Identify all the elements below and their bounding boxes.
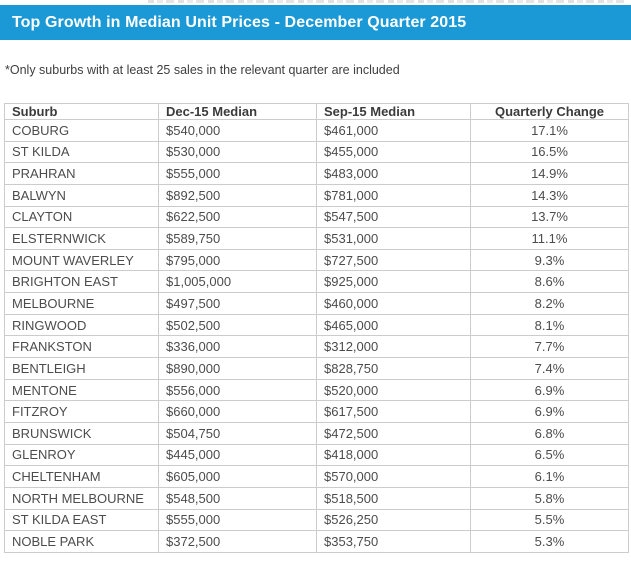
column-header-dec15-median: Dec-15 Median: [159, 104, 317, 120]
dec15-median-cell: $622,500: [159, 206, 317, 228]
suburb-cell: CHELTENHAM: [5, 466, 159, 488]
sep15-median-cell: $520,000: [317, 379, 471, 401]
clipped-text-artifact: [148, 0, 626, 3]
suburb-cell: NOBLE PARK: [5, 531, 159, 553]
table-row: [5, 358, 629, 380]
dec15-median-cell: $660,000: [159, 401, 317, 423]
median-prices-table: [4, 103, 629, 553]
dec15-median-cell: $556,000: [159, 379, 317, 401]
footnote: *Only suburbs with at least 25 sales in the relevant quarter are included: [5, 63, 400, 77]
column-header-sep15-median: Sep-15 Median: [317, 104, 471, 120]
table-row: [5, 249, 629, 271]
quarterly-change-cell: 6.1%: [471, 466, 629, 488]
quarterly-change-cell: 5.5%: [471, 509, 629, 531]
quarterly-change-cell: 14.3%: [471, 184, 629, 206]
quarterly-change-cell: 6.9%: [471, 401, 629, 423]
quarterly-change-cell: 8.6%: [471, 271, 629, 293]
dec15-median-cell: $795,000: [159, 249, 317, 271]
column-header-quarterly-change: Quarterly Change: [471, 104, 629, 120]
sep15-median-cell: $727,500: [317, 249, 471, 271]
sep15-median-cell: $617,500: [317, 401, 471, 423]
dec15-median-cell: $540,000: [159, 120, 317, 142]
dec15-median-cell: $502,500: [159, 314, 317, 336]
suburb-cell: ELSTERNWICK: [5, 228, 159, 250]
dec15-median-cell: $555,000: [159, 509, 317, 531]
sep15-median-cell: $418,000: [317, 444, 471, 466]
quarterly-change-cell: 5.3%: [471, 531, 629, 553]
dec15-median-cell: $890,000: [159, 358, 317, 380]
suburb-cell: BRIGHTON EAST: [5, 271, 159, 293]
suburb-cell: MOUNT WAVERLEY: [5, 249, 159, 271]
table-row: [5, 401, 629, 423]
sep15-median-cell: $461,000: [317, 120, 471, 142]
quarterly-change-cell: 9.3%: [471, 249, 629, 271]
quarterly-change-cell: 5.8%: [471, 487, 629, 509]
dec15-median-cell: $589,750: [159, 228, 317, 250]
suburb-cell: NORTH MELBOURNE: [5, 487, 159, 509]
page-title: Top Growth in Median Unit Prices - December Quarter 2015: [12, 14, 467, 31]
quarterly-change-cell: 11.1%: [471, 228, 629, 250]
suburb-cell: CLAYTON: [5, 206, 159, 228]
table-row: [5, 206, 629, 228]
suburb-cell: BALWYN: [5, 184, 159, 206]
column-header-suburb: Suburb: [5, 104, 159, 120]
table-row: [5, 487, 629, 509]
dec15-median-cell: $372,500: [159, 531, 317, 553]
quarterly-change-cell: 6.9%: [471, 379, 629, 401]
quarterly-change-cell: 8.1%: [471, 314, 629, 336]
table-row: [5, 120, 629, 142]
dec15-median-cell: $336,000: [159, 336, 317, 358]
sep15-median-cell: $828,750: [317, 358, 471, 380]
suburb-cell: PRAHRAN: [5, 163, 159, 185]
table-row: [5, 466, 629, 488]
quarterly-change-cell: 6.8%: [471, 422, 629, 444]
sep15-median-cell: $460,000: [317, 293, 471, 315]
sep15-median-cell: $781,000: [317, 184, 471, 206]
dec15-median-cell: $892,500: [159, 184, 317, 206]
sep15-median-cell: $483,000: [317, 163, 471, 185]
suburb-cell: GLENROY: [5, 444, 159, 466]
dec15-median-cell: $605,000: [159, 466, 317, 488]
quarterly-change-cell: 17.1%: [471, 120, 629, 142]
dec15-median-cell: $530,000: [159, 141, 317, 163]
table-row: [5, 141, 629, 163]
table-header-row: [5, 104, 629, 120]
table-row: [5, 271, 629, 293]
quarterly-change-cell: 6.5%: [471, 444, 629, 466]
table-row: [5, 422, 629, 444]
suburb-cell: COBURG: [5, 120, 159, 142]
sep15-median-cell: $518,500: [317, 487, 471, 509]
title-bar: [0, 5, 631, 40]
quarterly-change-cell: 16.5%: [471, 141, 629, 163]
sep15-median-cell: $455,000: [317, 141, 471, 163]
table-header: [5, 104, 629, 120]
suburb-cell: FRANKSTON: [5, 336, 159, 358]
quarterly-change-cell: 7.7%: [471, 336, 629, 358]
table-row: [5, 293, 629, 315]
dec15-median-cell: $497,500: [159, 293, 317, 315]
table-row: [5, 228, 629, 250]
table-row: [5, 314, 629, 336]
table-row: [5, 184, 629, 206]
quarterly-change-cell: 13.7%: [471, 206, 629, 228]
dec15-median-cell: $445,000: [159, 444, 317, 466]
sep15-median-cell: $353,750: [317, 531, 471, 553]
suburb-cell: MELBOURNE: [5, 293, 159, 315]
table-row: [5, 379, 629, 401]
sep15-median-cell: $312,000: [317, 336, 471, 358]
sep15-median-cell: $570,000: [317, 466, 471, 488]
sep15-median-cell: $465,000: [317, 314, 471, 336]
sep15-median-cell: $472,500: [317, 422, 471, 444]
sep15-median-cell: $925,000: [317, 271, 471, 293]
table-row: [5, 163, 629, 185]
table-row: [5, 531, 629, 553]
suburb-cell: FITZROY: [5, 401, 159, 423]
table-row: [5, 444, 629, 466]
quarterly-change-cell: 8.2%: [471, 293, 629, 315]
dec15-median-cell: $504,750: [159, 422, 317, 444]
sep15-median-cell: $526,250: [317, 509, 471, 531]
dec15-median-cell: $548,500: [159, 487, 317, 509]
suburb-cell: ST KILDA EAST: [5, 509, 159, 531]
suburb-cell: RINGWOOD: [5, 314, 159, 336]
sep15-median-cell: $531,000: [317, 228, 471, 250]
suburb-cell: BENTLEIGH: [5, 358, 159, 380]
quarterly-change-cell: 7.4%: [471, 358, 629, 380]
sep15-median-cell: $547,500: [317, 206, 471, 228]
quarterly-change-cell: 14.9%: [471, 163, 629, 185]
table-row: [5, 509, 629, 531]
table-row: [5, 336, 629, 358]
suburb-cell: MENTONE: [5, 379, 159, 401]
suburb-cell: BRUNSWICK: [5, 422, 159, 444]
table-body: [5, 120, 629, 553]
dec15-median-cell: $555,000: [159, 163, 317, 185]
dec15-median-cell: $1,005,000: [159, 271, 317, 293]
suburb-cell: ST KILDA: [5, 141, 159, 163]
